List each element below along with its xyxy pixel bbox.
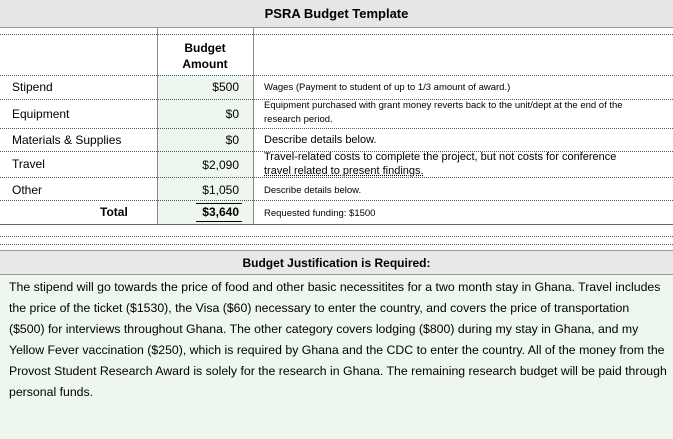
- grid-line: [0, 75, 673, 76]
- budget-amount-header: [157, 40, 253, 72]
- row-label-equipment: Equipment: [12, 107, 70, 121]
- grid-line: [0, 236, 673, 237]
- row-label-travel: Travel: [12, 157, 45, 171]
- grid-line: [0, 200, 673, 201]
- row-amount-other: $1,050: [202, 183, 239, 197]
- grid-line: [0, 128, 673, 129]
- row-note-stipend: Wages (Payment to student of up to 1/3 amount of award.): [264, 82, 511, 93]
- row-amount-equipment: $0: [225, 107, 239, 121]
- row-label-materials: Materials & Supplies: [12, 133, 122, 147]
- row-amount-materials: $0: [225, 133, 239, 147]
- total-amount: $3,640: [202, 205, 239, 219]
- row-amount-stipend: $500: [212, 80, 239, 94]
- page-title: PSRA Budget Template: [0, 0, 673, 28]
- row-label-other: Other: [12, 183, 43, 197]
- row-amount-travel: $2,090: [202, 158, 239, 172]
- grid-line: [0, 34, 673, 35]
- row-note-equipment-line2: research period.: [264, 114, 333, 125]
- grid-line: [0, 177, 673, 178]
- justification-heading: Budget Justification is Required:: [0, 250, 673, 275]
- grid-line: [0, 224, 673, 225]
- row-note-travel-line2: travel related to present findings.: [264, 165, 424, 177]
- row-note-other: Describe details below.: [264, 185, 362, 196]
- row-label-stipend: Stipend: [12, 80, 53, 94]
- requested-funding-note: Requested funding: $1500: [264, 208, 376, 219]
- row-note-travel-line1: Travel-related costs to complete the project, but not costs for conference: [264, 151, 617, 163]
- budget-amount-header-line2: Amount: [182, 57, 228, 71]
- budget-amount-header-line1: Budget: [184, 41, 226, 55]
- grid-line: [0, 244, 673, 245]
- justification-text[interactable]: The stipend will go towards the price of food and other basic necessitites for a two month stay in Ghana. Travel includes the price of the ticket ($1530), the Visa ($60) necessary to enter the country, and covers the price of transportation ($500) for interviews throughout Ghana. The other category covers lodging ($800) during my stay in Ghana, and my Yellow Fever vaccination ($250), which is required by Ghana and the CDC to enter the country. All of the money from the Provost Student Research Award is solely for the research in Ghana. The remaining research budget will be paid through personal funds.: [0, 275, 673, 439]
- total-label: Total: [100, 205, 128, 219]
- row-note-equipment-line1: Equipment purchased with grant money reverts back to the unit/dept at the end of the: [264, 100, 623, 111]
- total-rule-bottom: [196, 221, 242, 222]
- row-note-materials: Describe details below.: [264, 134, 377, 146]
- column-divider: [253, 28, 254, 225]
- total-rule-top: [196, 203, 242, 204]
